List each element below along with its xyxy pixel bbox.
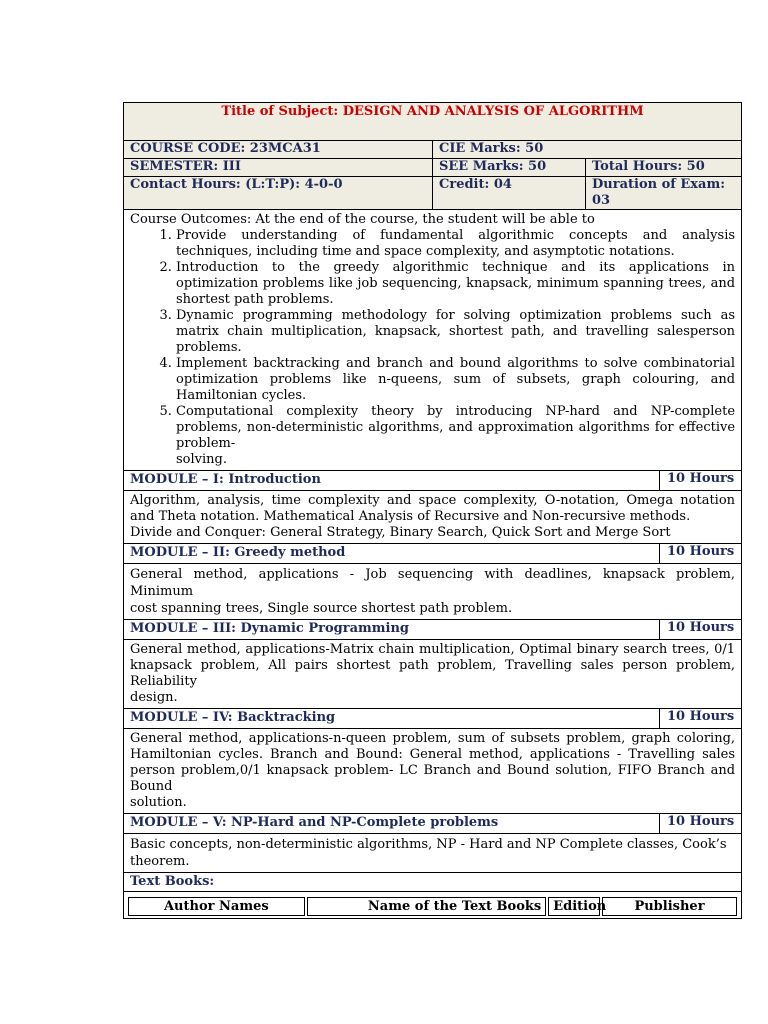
column-header-edition: Edition (548, 897, 600, 916)
course-outcomes-intro: Course Outcomes: At the end of the course, the student will be able to (130, 212, 595, 227)
subject-title: Title of Subject: DESIGN AND ANALYSIS OF ALGORITHM (124, 103, 742, 141)
module-hours: 10 Hours (660, 620, 742, 640)
module-hours: 10 Hours (660, 709, 742, 729)
course-outcome-item: 3. Dynamic programming methodology for solving optimization problems such as matrix chain multiplication, knapsack, shortest path, and travelling salesperson problems. (176, 308, 735, 356)
module-body-row (124, 640, 742, 709)
module-header-row (124, 620, 742, 640)
text-books-row (124, 873, 742, 892)
title-row (124, 103, 742, 141)
module-title: MODULE – III: Dynamic Programming (124, 620, 660, 640)
total-hours: Total Hours: 50 (586, 159, 742, 177)
module-text: solution. (130, 795, 187, 810)
module-hours: 10 Hours (660, 814, 742, 834)
module-header-row (124, 471, 742, 491)
course-outcome-text-cont: solving. (176, 452, 227, 467)
module-body (124, 729, 742, 814)
module-body-row (124, 564, 742, 620)
credit: Credit: 04 (433, 177, 586, 210)
module-text: theorem. (130, 854, 190, 869)
course-outcome-item: 2. Introduction to the greedy algorithmic technique and its applications in optimization problems like job sequencing, knapsack, minimum spanning trees, and shortest path problems. (176, 260, 735, 308)
syllabus-sheet (123, 102, 741, 924)
exam-duration: Duration of Exam: 03 (586, 177, 742, 210)
module-title: MODULE – V: NP-Hard and NP-Complete problems (124, 814, 660, 834)
contact-row (124, 177, 742, 210)
module-hours: 10 Hours (660, 471, 742, 491)
syllabus-table (123, 102, 742, 919)
semester: SEMESTER: III (124, 159, 433, 177)
cie-marks: CIE Marks: 50 (433, 141, 742, 159)
module-hours: 10 Hours (660, 544, 742, 564)
module-body (124, 640, 742, 709)
see-marks: SEE Marks: 50 (433, 159, 586, 177)
course-outcome-item: 4. Implement backtracking and branch and bound algorithms to solve combinatorial optimization problems like n-queens, sum of subsets, graph colouring, and Hamiltonian cycles. (176, 356, 735, 404)
module-body (124, 491, 742, 544)
text-books-label: Text Books: (124, 873, 742, 892)
course-outcome-item: 1. Provide understanding of fundamental algorithmic concepts and analysis techniques, including time and space complexity, and asymptotic notations. (176, 228, 735, 260)
course-outcomes (124, 210, 742, 471)
module-header-row (124, 709, 742, 729)
course-outcomes-list (130, 228, 735, 468)
semester-row (124, 159, 742, 177)
code-row (124, 141, 742, 159)
module-title: MODULE – I: Introduction (124, 471, 660, 491)
module-text: Basic concepts, non-deterministic algorithms, NP - Hard and NP Complete classes, Cook’s (130, 837, 727, 852)
contact-hours: Contact Hours: (L:T:P): 4-0-0 (124, 177, 433, 210)
module-body-row (124, 491, 742, 544)
text-books-table (126, 895, 739, 918)
module-text: Divide and Conquer: General Strategy, Binary Search, Quick Sort and Merge Sort (130, 525, 671, 540)
module-header-row (124, 544, 742, 564)
module-body (124, 834, 742, 873)
column-header-publisher: Publisher (602, 897, 737, 916)
module-header-row (124, 814, 742, 834)
module-text: cost spanning trees, Single source shortest path problem. (130, 601, 513, 616)
module-body-row (124, 834, 742, 873)
module-text: design. (130, 690, 178, 705)
text-books-table-row (124, 892, 742, 919)
module-title: MODULE – II: Greedy method (124, 544, 660, 564)
module-text: Algorithm, analysis, time complexity and space complexity, O-notation, Omega notation and Theta notation. Mathematical Analysis of Recursive and Non-recursive methods. (130, 493, 736, 524)
module-title: MODULE – IV: Backtracking (124, 709, 660, 729)
module-text: General method, applications - Job sequencing with deadlines, knapsack problem, Minimum (130, 567, 736, 599)
text-books-container (124, 892, 742, 919)
module-text: General method, applications-Matrix chain multiplication, Optimal binary search trees, 0/1 knapsack problem, All pairs shortest path problem, Travelling sales person problem, Reliability (130, 642, 736, 689)
module-body-row (124, 729, 742, 814)
module-body (124, 564, 742, 620)
course-outcome-item (176, 404, 735, 468)
column-header-book-name: Name of the Text Books (307, 897, 547, 916)
module-text: General method, applications-n-queen problem, sum of subsets problem, graph coloring, Hamiltonian cycles. Branch and Bound: General method, applications - Travelling sales person problem,0/1 knapsack problem- LC Branch and Bound solution, FIFO Branch and Bound (130, 731, 736, 794)
course-code: COURSE CODE: 23MCA31 (124, 141, 433, 159)
course-outcomes-row (124, 210, 742, 471)
column-header-author: Author Names (128, 897, 305, 916)
course-outcome-text: Computational complexity theory by introducing NP-hard and NP-complete problems, non-deterministic algorithms, and approximation algorithms for effective problem- (176, 404, 736, 451)
text-books-header (128, 897, 737, 916)
